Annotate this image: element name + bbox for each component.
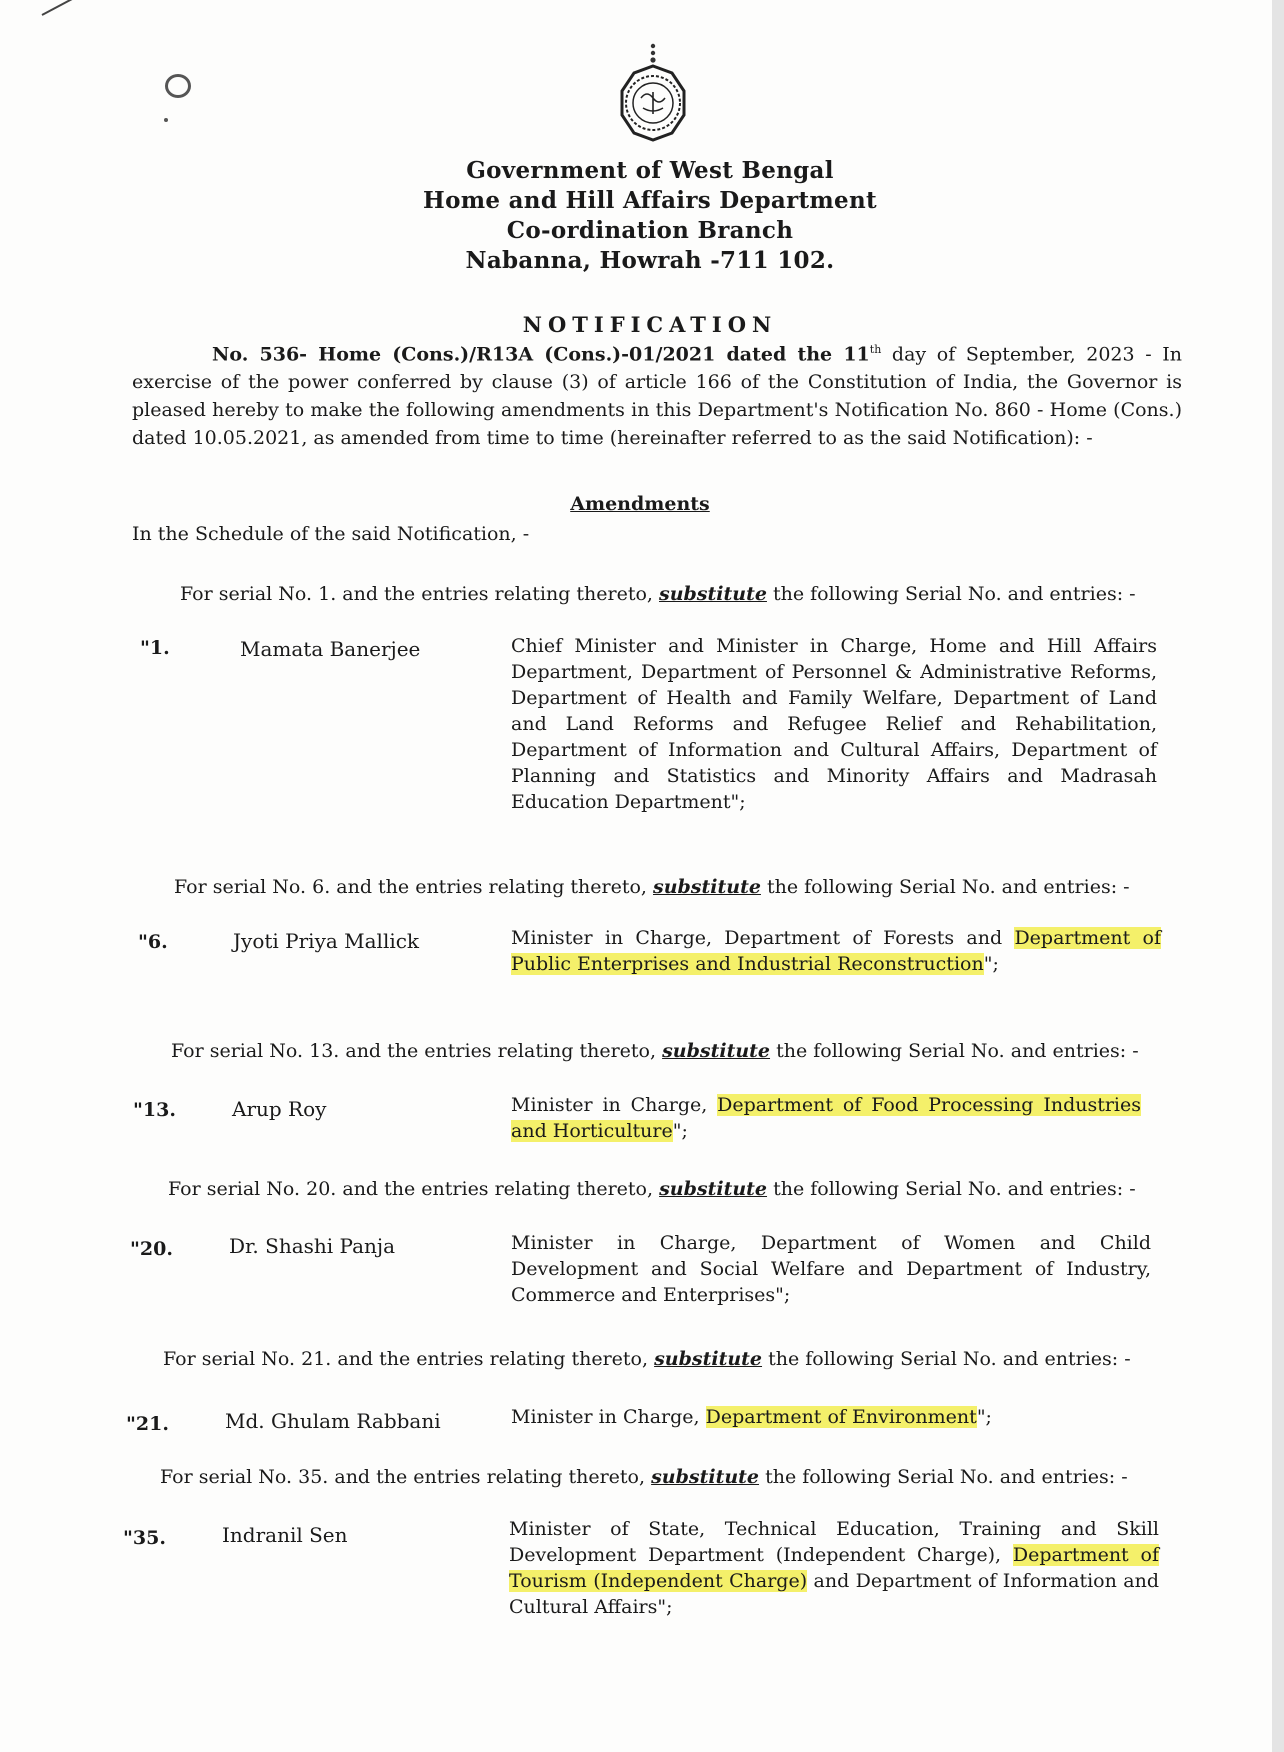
for-serial-line: For serial No. 13. and the entries relating thereto, substitute the following Serial No. and entries: - bbox=[171, 1040, 1139, 1062]
serial-number: "6. bbox=[138, 931, 168, 953]
pen-mark bbox=[42, 0, 76, 16]
minister-name: Md. Ghulam Rabbani bbox=[225, 1409, 441, 1433]
amendments-heading: Amendments bbox=[570, 493, 710, 515]
highlighted-portfolio: Department of Public Enterprises and Industrial Reconstruction bbox=[511, 927, 1161, 975]
minister-name: Dr. Shashi Panja bbox=[229, 1234, 396, 1258]
speck bbox=[164, 118, 168, 122]
highlighted-portfolio: Department of Environment bbox=[705, 1406, 977, 1428]
portfolio-entry: Minister in Charge, Department of Environment"; bbox=[511, 1406, 992, 1428]
notification-body: day of September, 2023 - In exercise of the power conferred by clause (3) of article 166 of the Constitution of India, the Governor is pleased hereby to make the following amendments in this Department's Notification No. 860 - Home (Cons.) dated 10.05.2021, as amended from time to time (hereinafter referred to as the said Notification): - bbox=[132, 343, 1182, 450]
header-government: Government of West Bengal bbox=[466, 157, 834, 184]
serial-number: "35. bbox=[123, 1527, 166, 1549]
header-branch: Co-ordination Branch bbox=[506, 217, 794, 244]
minister-name: Mamata Banerjee bbox=[240, 637, 421, 661]
portfolio-entry: Chief Minister and Minister in Charge, Home and Hill Affairs Department, Department of Personnel & Administrative Reforms, Department of Health and Family Welfare, Department of Land and Land Reforms and Refugee Relief and Rehabilitation, Department of Information and Cultural Affairs, Department of Planning and Statistics and Minority Affairs and Madrasah Education Department"; bbox=[511, 635, 1157, 813]
for-serial-line: For serial No. 21. and the entries relating thereto, substitute the following Serial No. and entries: - bbox=[163, 1348, 1131, 1370]
portfolio-entry: Minister of State, Technical Education, Training and Skill Development Department (Independent Charge), Department of Tourism (Independent Charge) and Department of Information and Cultural Affairs"; bbox=[509, 1518, 1159, 1618]
header-address: Nabanna, Howrah -711 102. bbox=[465, 247, 835, 274]
schedule-line: In the Schedule of the said Notification, - bbox=[132, 523, 530, 545]
serial-number: "20. bbox=[130, 1238, 173, 1260]
government-seal-icon bbox=[608, 40, 698, 150]
serial-number: "21. bbox=[126, 1413, 169, 1435]
highlighted-portfolio: Department of Tourism (Independent Charge) bbox=[509, 1544, 1159, 1592]
highlighted-portfolio: Department of Food Processing Industries and Horticulture bbox=[511, 1094, 1142, 1142]
letterhead bbox=[360, 156, 940, 276]
portfolio-entry: Minister in Charge, Department of Forests and Department of Public Enterprises and Industrial Reconstruction"; bbox=[511, 927, 1161, 975]
portfolio-entry: Minister in Charge, Department of Women and Child Development and Social Welfare and Department of Industry, Commerce and Enterprises"; bbox=[511, 1232, 1151, 1306]
serial-number: "1. bbox=[140, 637, 170, 659]
header-department: Home and Hill Affairs Department bbox=[423, 187, 877, 214]
serial-number: "13. bbox=[133, 1099, 176, 1121]
minister-name: Indranil Sen bbox=[222, 1523, 348, 1547]
minister-name: Jyoti Priya Mallick bbox=[233, 929, 420, 953]
for-serial-line: For serial No. 1. and the entries relating thereto, substitute the following Serial No. and entries: - bbox=[180, 583, 1136, 605]
for-serial-line: For serial No. 20. and the entries relating thereto, substitute the following Serial No. and entries: - bbox=[168, 1178, 1136, 1200]
notification-number: No. 536- Home (Cons.)/R13A (Cons.)-01/2021 dated the 11 bbox=[212, 343, 870, 366]
punch-hole bbox=[165, 74, 191, 98]
notification-paragraph bbox=[132, 336, 1182, 452]
for-serial-line: For serial No. 6. and the entries relating thereto, substitute the following Serial No. and entries: - bbox=[174, 876, 1130, 898]
minister-name: Arup Roy bbox=[232, 1097, 327, 1121]
for-serial-line: For serial No. 35. and the entries relating thereto, substitute the following Serial No. and entries: - bbox=[160, 1466, 1128, 1488]
notification-title: NOTIFICATION bbox=[522, 312, 778, 337]
page-edge-shadow bbox=[1272, 0, 1284, 1752]
date-suffix: th bbox=[869, 343, 882, 356]
portfolio-entry: Minister in Charge, Department of Food Processing Industries and Horticulture"; bbox=[511, 1094, 1142, 1142]
